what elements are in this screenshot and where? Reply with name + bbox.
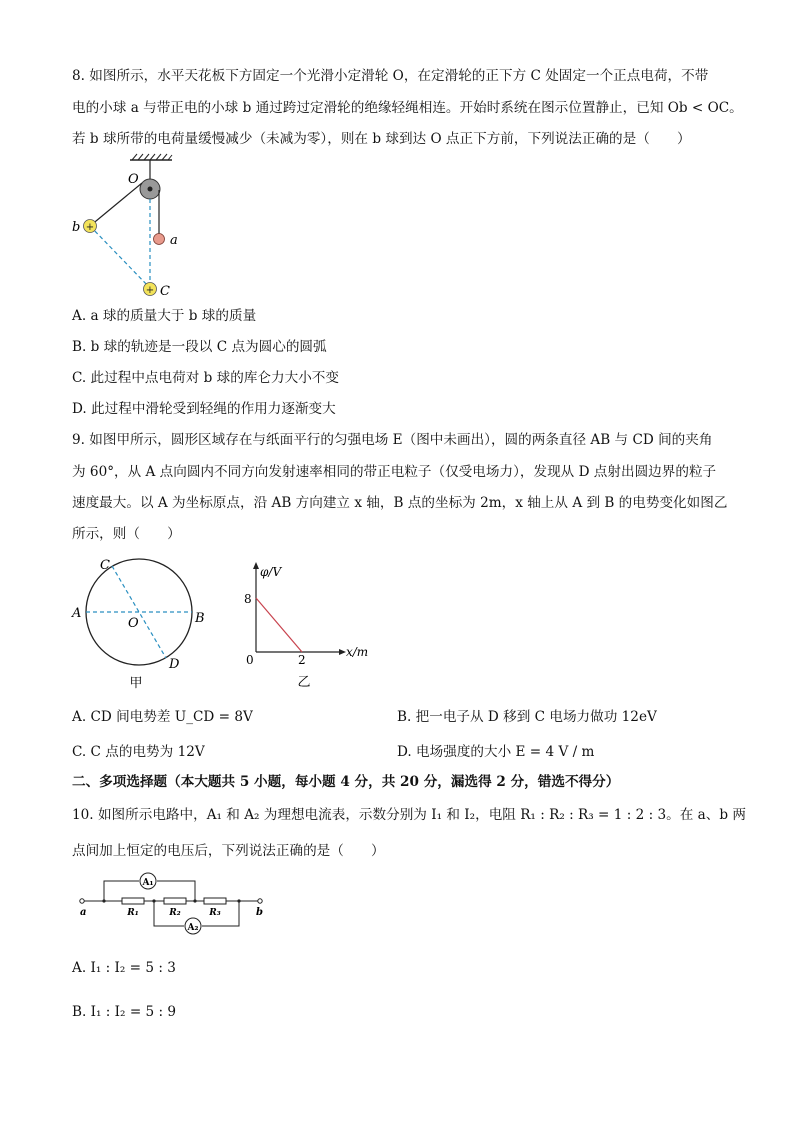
q9-option-c: C. C 点的电势为 12V <box>72 744 205 760</box>
q8-option-d: D. 此过程中滑轮受到轻绳的作用力逐渐变大 <box>72 401 336 417</box>
q9-option-d: D. 电场强度的大小 E = 4 V / m <box>397 744 595 760</box>
label-R3: R₃ <box>209 908 221 918</box>
q9-option-b: B. 把一电子从 D 移到 C 电场力做功 12eV <box>397 709 657 725</box>
label-a: a <box>170 233 178 248</box>
ball-a <box>154 234 165 245</box>
label-C: C <box>160 284 170 299</box>
q8-option-c: C. 此过程中点电荷对 b 球的库仑力大小不变 <box>72 370 339 386</box>
potential-line <box>256 598 302 652</box>
q9-line-3: 速度最大。以 A 为坐标原点，沿 AB 方向建立 x 轴，B 点的坐标为 2m，x 轴上从 A 到 B 的电势变化如图乙 <box>72 495 728 511</box>
origin-label: 0 <box>246 653 254 667</box>
q10-option-b: B. I₁ : I₂ = 5 : 9 <box>72 1004 177 1020</box>
section-2-heading: 二、多项选择题（本大题共 5 小题，每小题 4 分，共 20 分，漏选得 2 分，错选不得分） <box>72 774 620 790</box>
label-R2: R₂ <box>169 908 181 918</box>
y-axis-label: φ/V <box>260 565 282 579</box>
q9-figure-jia <box>66 552 216 692</box>
caption-jia: 甲 <box>129 676 143 691</box>
q10-option-a: A. I₁ : I₂ = 5 : 3 <box>72 960 176 976</box>
label-O: O <box>128 172 139 187</box>
q9-line-2: 为 60°，从 A 点向圆内不同方向发射速率相同的带正电粒子（仅受电场力），发现从 D 点射出圆边界的粒子 <box>72 464 717 480</box>
label-a: a <box>80 907 87 918</box>
x-tick-2: 2 <box>298 653 306 667</box>
svg-text:+: + <box>145 285 155 296</box>
q8-line-1: 8. 如图所示，水平天花板下方固定一个光滑小定滑轮 O，在定滑轮的正下方 C 处固定一个正点电荷，不带 <box>72 68 709 84</box>
label-A: A <box>72 606 82 621</box>
label-A2: A₂ <box>187 923 199 933</box>
label-b: b <box>256 907 263 918</box>
svg-text:+: + <box>85 222 95 233</box>
label-B: B <box>195 611 205 626</box>
q10-line-2: 点间加上恒定的电压后，下列说法正确的是（ ） <box>72 843 385 859</box>
resistor-r1 <box>122 898 144 904</box>
q8-line-2: 电的小球 a 与带正电的小球 b 通过跨过定滑轮的绝缘轻绳相连。开始时系统在图示位置静止，已知 Ob < OC。 <box>72 100 743 116</box>
x-axis-label: x/m <box>346 645 369 659</box>
label-C: C <box>100 558 110 573</box>
q10-line-1: 10. 如图所示电路中，A₁ 和 A₂ 为理想电流表，示数分别为 I₁ 和 I₂，电阻 R₁ : R₂ : R₃ = 1 : 2 : 3。在 a、b 两 <box>72 807 746 823</box>
label-b: b <box>72 220 81 235</box>
label-R1: R₁ <box>127 908 139 918</box>
q9-line-1: 9. 如图甲所示，圆形区域存在与纸面平行的匀强电场 E（图中未画出），圆的两条直径 AB 与 CD 间的夹角 <box>72 432 713 448</box>
q9-option-a: A. CD 间电势差 U_CD = 8V <box>72 709 253 725</box>
label-A1: A₁ <box>142 878 154 888</box>
y-tick-8: 8 <box>244 592 252 606</box>
label-D: D <box>169 657 180 672</box>
q10-circuit-figure <box>74 868 274 940</box>
q8-option-b: B. b 球的轨迹是一段以 C 点为圆心的圆弧 <box>72 339 327 355</box>
q8-option-a: A. a 球的质量大于 b 球的质量 <box>72 308 257 324</box>
label-O: O <box>128 616 139 631</box>
q8-line-3: 若 b 球所带的电荷量缓慢减少（未减为零），则在 b 球到达 O 点正下方前，下列说法正确的是（ ） <box>72 131 691 147</box>
q9-line-4: 所示，则（ ） <box>72 526 181 542</box>
q9-figure-yi <box>238 560 378 690</box>
resistor-r2 <box>164 898 186 904</box>
q8-pulley-figure <box>60 152 200 302</box>
caption-yi: 乙 <box>297 675 311 690</box>
resistor-r3 <box>204 898 226 904</box>
